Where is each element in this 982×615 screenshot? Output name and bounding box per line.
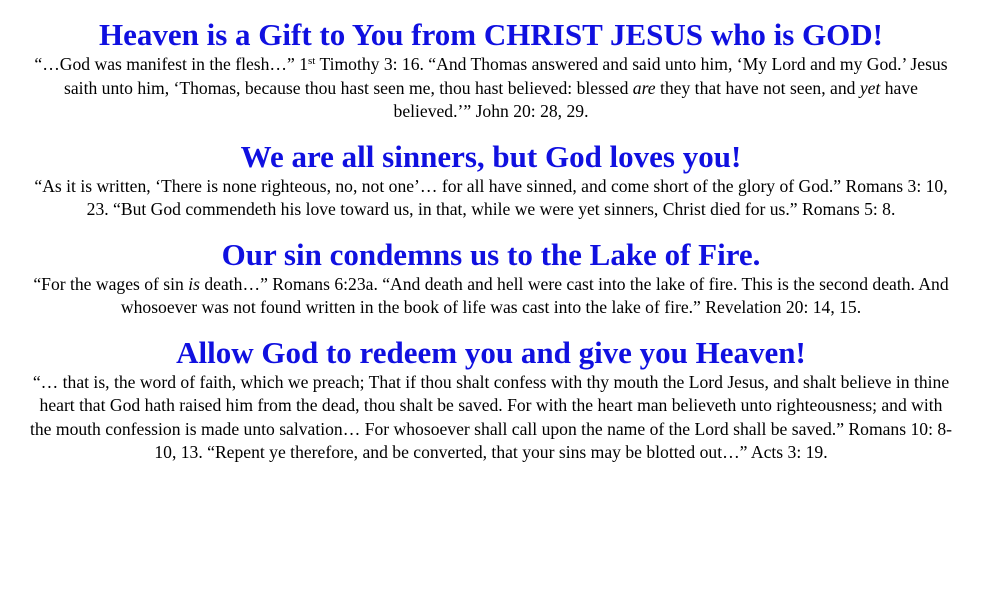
italic-word: are [632, 77, 656, 98]
italic-word: is [188, 273, 200, 294]
section-sinners [30, 140, 952, 222]
verse-text: “For the wages of sin [33, 273, 189, 294]
ordinal-suffix: st [308, 55, 316, 67]
verse-text: death…” Romans 6:23a. “And death and hell were cast into the lake of fire. This is the second death. And whosoever was not found written in the book of life was cast into the lake of fire.” Revelation 20: 14, 15. [120, 273, 949, 317]
verse-condemn [30, 273, 952, 320]
verse-gift [30, 53, 952, 124]
heading-condemn: Our sin condemns us to the Lake of Fire. [221, 236, 761, 272]
verse-redeem: “… that is, the word of faith, which we preach; That if thou shalt confess with thy mouth the Lord Jesus, and shalt believe in thine heart that God hath raised him from the dead, thou shalt be saved. For with the heart man believeth unto righteousness; and with the mouth confession is made unto salvation… For whosoever shall call upon the name of the Lord shall be saved.” Romans 10: 8-10, 13. “Repent ye therefore, and be converted, that your sins may be blotted out…” Acts 3: 19. [30, 371, 953, 462]
heading-redeem: Allow God to redeem you and give you Heaven! [176, 334, 806, 370]
heading-sinners: We are all sinners, but God loves you! [240, 138, 742, 174]
verse-text: they that have not seen, and [655, 77, 860, 98]
section-gift [30, 18, 952, 124]
heading-gift: Heaven is a Gift to You from CHRIST JESUS who is GOD! [99, 17, 883, 52]
verse-sinners: “As it is written, ‘There is none righteous, no, not one’… for all have sinned, and come short of the glory of God.” Romans 3: 10, 23. “But God commendeth his love toward us, in that, while we were yet sinners, Christ died for us.” Romans 5: 8. [34, 175, 948, 219]
verse-text: have believed.’” John 20: 28, 29. [393, 77, 918, 121]
italic-word: yet [859, 77, 881, 98]
verse-text: “…God was manifest in the flesh…” 1 [34, 54, 309, 74]
section-redeem [30, 336, 952, 465]
section-condemn [30, 238, 952, 320]
verse-text: Timothy 3: 16. “And Thomas answered and said unto him, ‘My Lord and my God.’ Jesus saith unto him, ‘Thomas, because thou hast seen me, thou hast believed: blessed [64, 54, 948, 98]
